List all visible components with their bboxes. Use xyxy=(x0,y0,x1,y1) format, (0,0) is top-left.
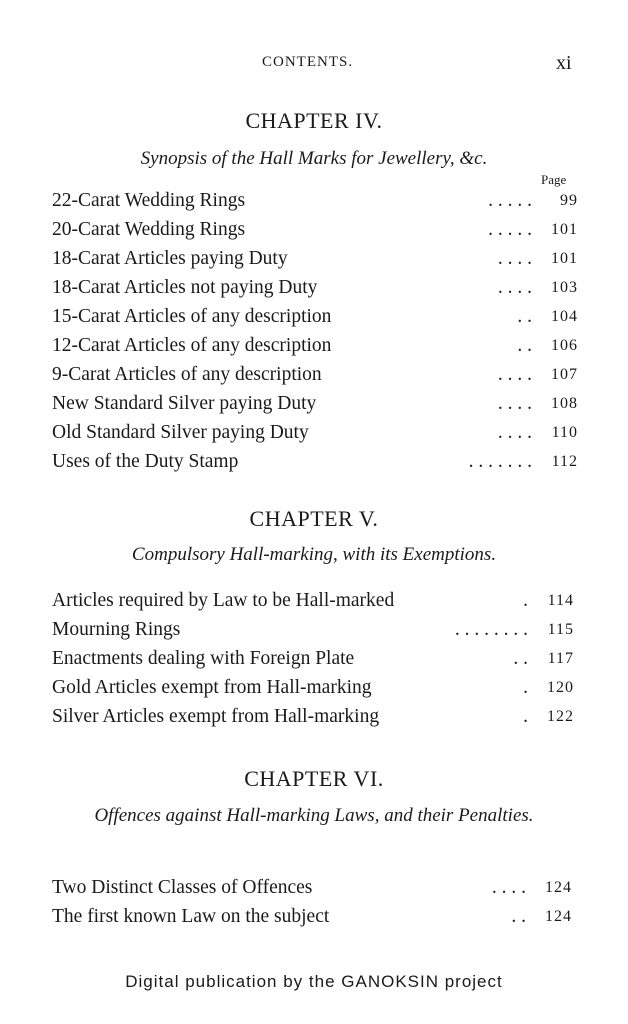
toc-entry-page: 107 xyxy=(551,366,578,383)
chapter-heading: CHAPTER VI. xyxy=(244,766,384,791)
toc-entry-title: Old Standard Silver paying Duty xyxy=(52,422,309,443)
toc-entry xyxy=(52,302,578,331)
toc-entry xyxy=(52,702,574,731)
toc-entry-page: 122 xyxy=(547,708,574,725)
toc-entry-leader: . . . . xyxy=(497,393,532,414)
toc-entry-leader: . xyxy=(523,677,528,698)
toc-entry-page: 106 xyxy=(551,337,578,354)
toc-entry-title: 20-Carat Wedding Rings xyxy=(52,219,246,240)
contents-list xyxy=(52,186,578,476)
toc-entry-leader: . . xyxy=(517,306,532,327)
toc-entry-title: Two Distinct Classes of Offences xyxy=(52,877,313,898)
toc-entry xyxy=(52,273,578,302)
toc-entry-leader: . xyxy=(523,590,528,611)
toc-entry-leader: . . xyxy=(517,335,532,356)
toc-entry-title: Uses of the Duty Stamp xyxy=(52,451,239,472)
running-head-title: CONTENTS. xyxy=(262,54,354,70)
toc-entry xyxy=(52,215,578,244)
toc-entry-title: Gold Articles exempt from Hall-marking xyxy=(52,677,372,698)
toc-entry-page: 99 xyxy=(560,192,578,209)
toc-entry-title: Mourning Rings xyxy=(52,619,181,640)
toc-entry-title: 18-Carat Articles paying Duty xyxy=(52,248,288,269)
toc-entry xyxy=(52,186,578,215)
chapter-subtitle: Compulsory Hall-marking, with its Exemptions. xyxy=(131,544,497,565)
toc-entry-leader: . . xyxy=(513,648,528,669)
toc-entry-leader: . xyxy=(523,706,528,727)
toc-entry xyxy=(52,244,578,273)
toc-entry-page: 104 xyxy=(551,308,578,325)
toc-entry xyxy=(52,644,574,673)
toc-entry-title: The first known Law on the subject xyxy=(52,906,330,927)
running-head xyxy=(0,54,628,78)
toc-entry-page: 124 xyxy=(545,879,572,896)
page-column-label: Page xyxy=(541,172,567,187)
chapter-subtitle: Offences against Hall-marking Laws, and their Penalties. xyxy=(94,805,534,826)
toc-entry-page: 101 xyxy=(551,250,578,267)
toc-entry-leader: . . . . . . . . xyxy=(454,619,528,640)
toc-entry-title: 9-Carat Articles of any description xyxy=(52,364,322,385)
toc-entry-leader: . . . . xyxy=(497,277,532,298)
toc-entry-page: 112 xyxy=(551,453,578,470)
toc-entry-leader: . . . . xyxy=(491,877,526,898)
toc-entry-title: Enactments dealing with Foreign Plate xyxy=(52,648,355,669)
toc-entry-page: 114 xyxy=(547,592,574,609)
toc-entry-page: 101 xyxy=(551,221,578,238)
toc-entry-page: 124 xyxy=(545,908,572,925)
toc-entry-title: Silver Articles exempt from Hall-marking xyxy=(52,706,380,727)
running-head-page-number: xi xyxy=(556,52,572,74)
toc-entry-leader: . . . . xyxy=(497,422,532,443)
toc-entry-leader: . . . . . . . xyxy=(468,451,532,472)
toc-entry xyxy=(52,360,578,389)
footer-credit: Digital publication by the GANOKSIN project xyxy=(125,972,503,991)
toc-entry-page: 115 xyxy=(547,621,574,638)
chapter-heading: CHAPTER V. xyxy=(249,506,379,531)
toc-entry xyxy=(52,331,578,360)
toc-entry xyxy=(52,389,578,418)
contents-list xyxy=(52,586,574,731)
chapter-heading: CHAPTER IV. xyxy=(245,108,383,133)
chapter-subtitle: Synopsis of the Hall Marks for Jewellery, &c. xyxy=(140,148,488,169)
contents-list xyxy=(52,873,572,931)
toc-entry xyxy=(52,586,574,615)
toc-entry-leader: . . xyxy=(511,906,526,927)
toc-entry xyxy=(52,615,574,644)
toc-entry-title: New Standard Silver paying Duty xyxy=(52,393,317,414)
toc-entry xyxy=(52,673,574,702)
toc-entry-page: 110 xyxy=(551,424,578,441)
toc-entry xyxy=(52,447,578,476)
toc-entry-page: 117 xyxy=(547,650,574,667)
toc-entry xyxy=(52,418,578,447)
toc-entry-title: 12-Carat Articles of any description xyxy=(52,335,332,356)
toc-entry-title: 18-Carat Articles not paying Duty xyxy=(52,277,318,298)
toc-entry xyxy=(52,902,572,931)
toc-entry-leader: . . . . . xyxy=(488,190,532,211)
toc-entry-page: 108 xyxy=(551,395,578,412)
toc-entry-page: 120 xyxy=(547,679,574,696)
toc-entry-leader: . . . . xyxy=(497,248,532,269)
toc-entry xyxy=(52,873,572,902)
toc-entry-title: Articles required by Law to be Hall-marked xyxy=(52,590,395,611)
toc-entry-title: 15-Carat Articles of any description xyxy=(52,306,332,327)
toc-entry-leader: . . . . . xyxy=(488,219,532,240)
toc-entry-page: 103 xyxy=(551,279,578,296)
toc-entry-title: 22-Carat Wedding Rings xyxy=(52,190,246,211)
toc-entry-leader: . . . . xyxy=(497,364,532,385)
